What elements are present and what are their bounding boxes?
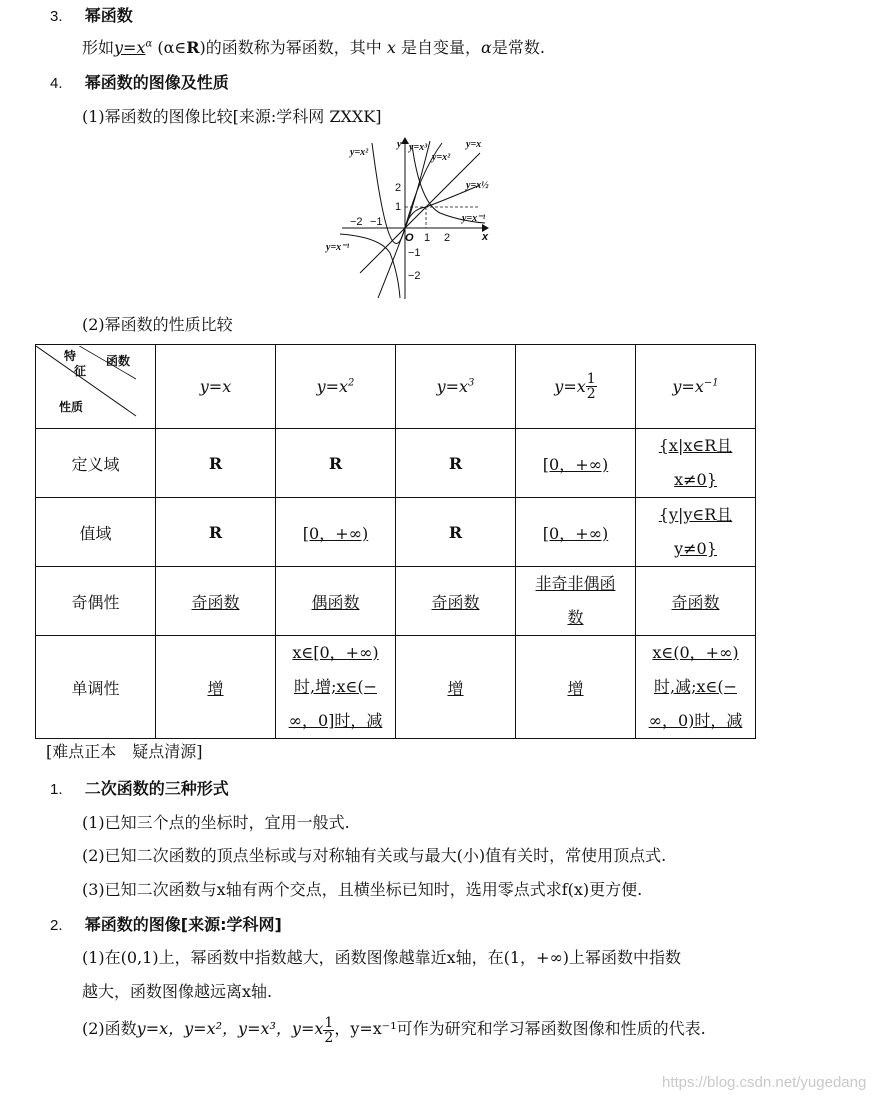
cell-range-xinv: {y|y∈R且 y≠0} [636, 498, 756, 567]
label-y-x2-right: y=x² [432, 152, 451, 163]
cell-mono-x2: x∈[0，+∞) 时,增;x∈(− ∞，0]时，减 [276, 636, 396, 739]
cell-domain-x3: R [396, 429, 516, 498]
cell-domain-xhalf: [0，+∞) [516, 429, 636, 498]
label-y-x3: y=x³ [409, 142, 428, 153]
section3-number: 3. [50, 8, 63, 25]
origin-label: O [405, 232, 414, 244]
part2-line2: (2)函数y=x，y=x²，y=x³，y=x $\frac{1}{2}$ ，y=x⁻¹可作为研究和学习幂函数图像和性质的代表. [82, 1015, 706, 1046]
table-row-monotonicity [36, 636, 756, 739]
cell-parity-x3: 奇函数 [396, 567, 516, 636]
cell-range-x2: [0，+∞) [276, 498, 396, 567]
corner-property: 性质 [59, 399, 84, 414]
cell-domain-xinv: {x|x∈R且 x≠0} [636, 429, 756, 498]
label-y-axis: y [397, 139, 402, 150]
tick-y-neg2: −2 [408, 270, 421, 282]
cell-mono-x3: 增 [396, 636, 516, 739]
cell-range-xhalf: [0，+∞) [516, 498, 636, 567]
table-row-parity [36, 567, 756, 636]
power-function-definition: 形如$y=x^\alpha$ (α∈R)的函数称为幂函数，其中 x 是自变量，α是常数. [82, 38, 545, 57]
header-y-x2: $y=x^2$ [276, 345, 396, 429]
half-exponent-fraction: $\frac{1}{2}$ [324, 1015, 334, 1046]
part2-line1b: 越大，函数图像越远离x轴. [82, 982, 273, 1001]
row-label-domain: 定义域 [36, 429, 156, 498]
table-row-domain [36, 429, 756, 498]
curve-y-x3 [378, 141, 430, 298]
label-x-axis: x [482, 231, 489, 243]
section3-title: 幂函数 [84, 6, 133, 25]
cell-mono-xinv: x∈(0，+∞) 时,减;x∈(− ∞，0)时，减 [636, 636, 756, 739]
corner-feature: 特 [64, 348, 77, 363]
tick-y-1: 1 [395, 201, 402, 213]
cell-parity-xinv: 奇函数 [636, 567, 756, 636]
exponent-fraction: $\frac{1}{2}$ [586, 371, 596, 402]
part1-line2: (2)已知二次函数的顶点坐标或与对称轴有关或与最大(小)值有关时，常使用顶点式. [82, 846, 667, 865]
cell-parity-x2: 偶函数 [276, 567, 396, 636]
tick-x-1: 1 [424, 232, 431, 244]
cell-domain-x2: R [276, 429, 396, 498]
watermark: https://blog.csdn.net/yugedang [662, 1074, 867, 1091]
header-y-xhalf: y=x $\frac{1}{2}$ [516, 345, 636, 429]
label-y-x2: y=x² [350, 147, 369, 158]
part1-line3: (3)已知二次函数与x轴有两个交点，且横坐标已知时，选用零点式求f(x)更方便. [82, 880, 643, 899]
cell-parity-xhalf: 非奇非偶函 数 [516, 567, 636, 636]
section4-heading [50, 70, 229, 93]
tick-x-neg2: −2 [350, 216, 363, 228]
table-header-row [36, 345, 756, 429]
cell-range-x: R [156, 498, 276, 567]
corner-feature2: 征 [74, 363, 87, 378]
label-y-xinv: y=x⁻¹ [462, 213, 486, 224]
part2-title: 幂函数的图像[来源:学科网] [84, 915, 282, 934]
label-y-x: y=x [466, 139, 482, 150]
label-y-xinv-left: y=x⁻¹ [326, 242, 350, 253]
corner-diagonals [36, 346, 155, 428]
cell-domain-x: R [156, 429, 276, 498]
row-label-monotonicity: 单调性 [36, 636, 156, 739]
section4-title: 幂函数的图像及性质 [84, 73, 229, 92]
row-label-parity: 奇偶性 [36, 567, 156, 636]
header-y-x3: $y=x^3$ [396, 345, 516, 429]
property-comparison-subtitle: (2)幂函数的性质比较 [82, 315, 233, 334]
part1-heading: 1. 二次函数的三种形式 [50, 779, 229, 798]
cell-mono-xhalf: 增 [516, 636, 636, 739]
cell-parity-x: 奇函数 [156, 567, 276, 636]
table-corner-cell [36, 345, 156, 429]
cell-mono-x: 增 [156, 636, 276, 739]
header-y-xinv: $y=x^{-1}$ [636, 345, 756, 429]
cell-range-x3: R [396, 498, 516, 567]
section3-heading [50, 3, 133, 26]
table-row-range [36, 498, 756, 567]
tick-y-2: 2 [395, 182, 402, 194]
part2-line1: (1)在(0,1)上，幂函数中指数越大，函数图像越靠近x轴，在(1，+∞)上幂函数中指数 [82, 948, 682, 967]
difficulty-note: [难点正本 疑点清源] [46, 742, 203, 761]
label-y-xhalf: y=x½ [466, 180, 489, 191]
part1-line1: (1)已知三个点的坐标时，宜用一般式. [82, 813, 350, 832]
tick-y-neg1: −1 [408, 247, 421, 259]
header-y-x: y=x [156, 345, 276, 429]
tick-x-2: 2 [444, 232, 451, 244]
part2-heading: 2. 幂函数的图像[来源:学科网] [50, 915, 282, 934]
part1-title: 二次函数的三种形式 [84, 779, 229, 798]
tick-x-neg1: −1 [370, 216, 383, 228]
property-comparison-table [35, 344, 756, 739]
section4-number: 4. [50, 75, 63, 92]
row-label-range: 值域 [36, 498, 156, 567]
corner-function: 函数 [106, 353, 131, 368]
graph-comparison-subtitle: (1)幂函数的图像比较[来源:学科网 ZXXK] [82, 107, 382, 126]
power-function-graph [320, 133, 500, 300]
